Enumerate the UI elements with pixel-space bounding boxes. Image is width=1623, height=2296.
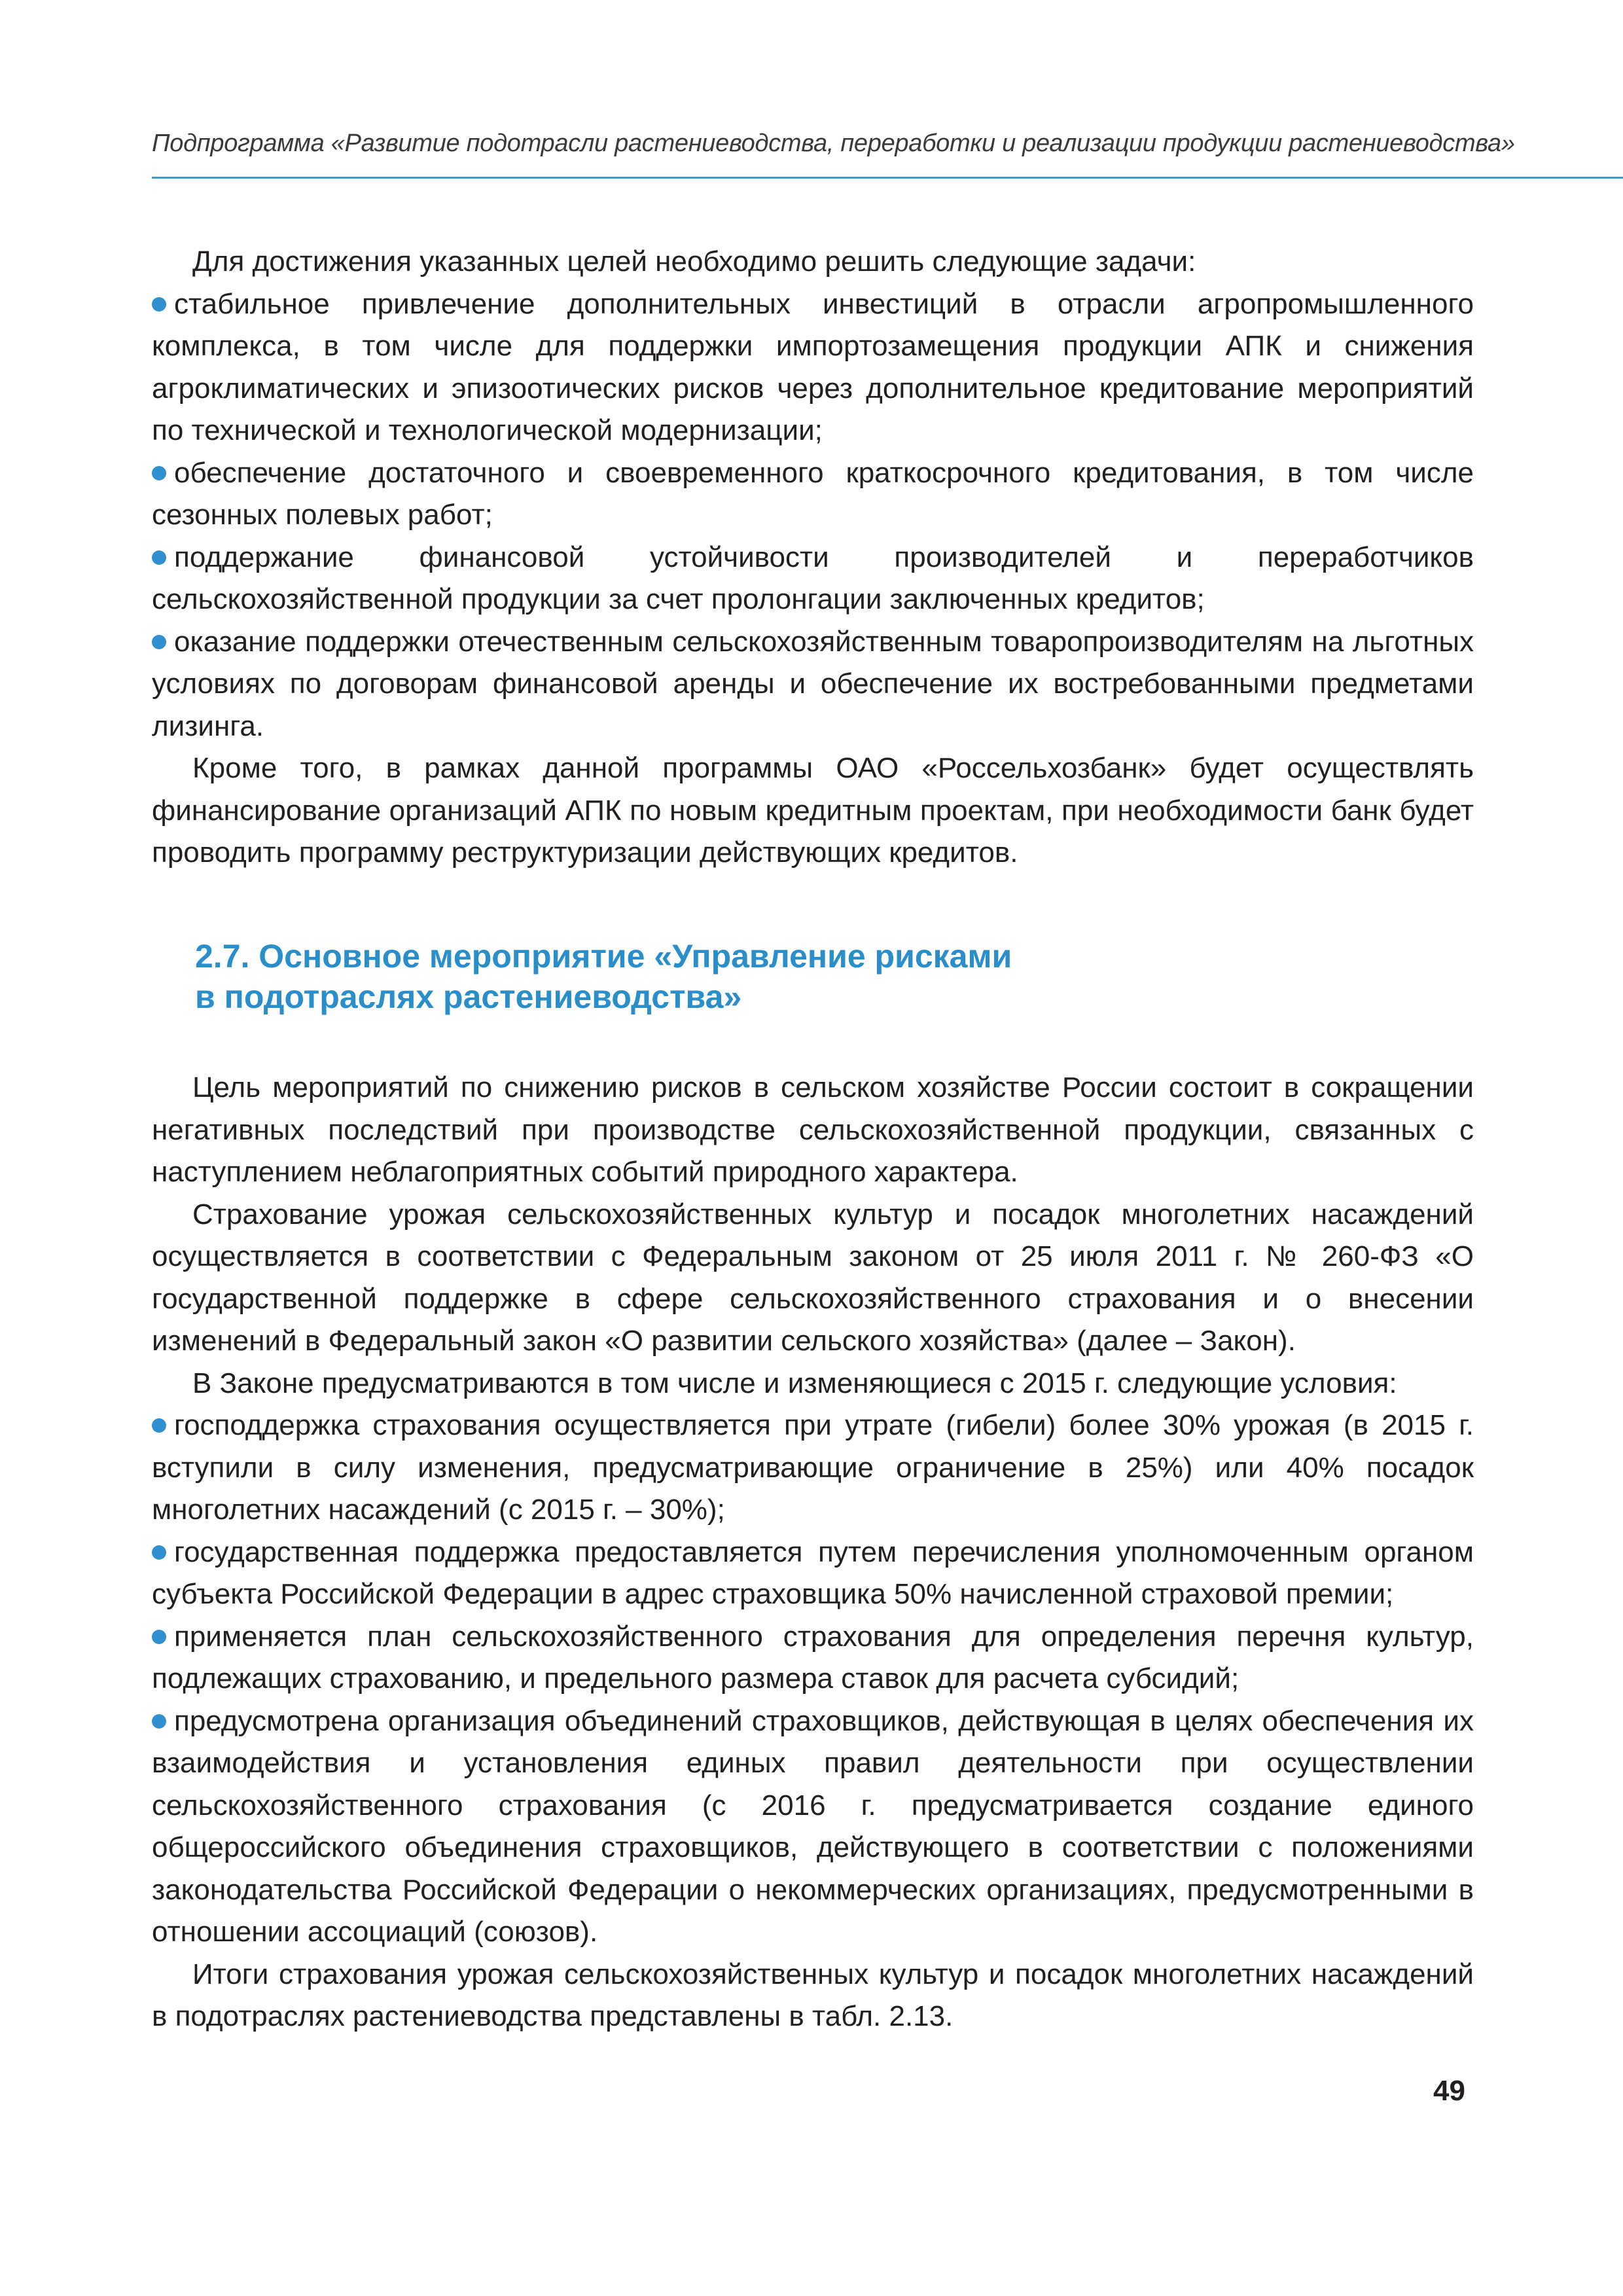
bullet-dot-icon bbox=[152, 1418, 166, 1433]
intro-bullet-1 bbox=[152, 283, 1474, 452]
intro-bullet-3 bbox=[152, 537, 1474, 621]
intro-closing: Кроме того, в рамках данной программы ОАО «Россельхозбанк» будет осуществлять финансирование организаций АПК по новым кредитным проектам, при необходимости банк будет проводить программу реструктуризации действующих кредитов. bbox=[152, 752, 1474, 869]
section-paragraph-4: Итоги страхования урожая сельскохозяйственных культур и посадок многолетних насаждений в подотраслях растениеводства представлены в табл. 2.13. bbox=[152, 1958, 1474, 2032]
header-divider bbox=[152, 177, 1623, 179]
bullet-text: оказание поддержки отечественным сельскохозяйственным товаропроизводителям на льготных условиях по договорам финансовой аренды и обеспечение их востребованными предметами лизинга. bbox=[152, 625, 1474, 742]
intro-block bbox=[152, 241, 1474, 874]
bullet-dot-icon bbox=[152, 635, 166, 649]
bullet-dot-icon bbox=[152, 297, 166, 312]
section-bullet-2 bbox=[152, 1532, 1474, 1616]
section-heading-line-2: в подотраслях растениеводства» bbox=[195, 978, 742, 1015]
intro-bullet-4 bbox=[152, 621, 1474, 748]
section-paragraph-2: Страхование урожая сельскохозяйственных культур и посадок многолетних насаждений осуществляется в соответствии с Федеральным законом от 25 июля 2011 г. № 260-ФЗ «О государственной поддержке в сфере сельскохозяйственного страхования и о внесении изменений в Федеральный закон «О развитии сельского хозяйства» (далее – Закон). bbox=[152, 1198, 1474, 1357]
section-heading bbox=[195, 936, 1308, 1017]
section-bullet-1 bbox=[152, 1405, 1474, 1532]
bullet-dot-icon bbox=[152, 1714, 166, 1729]
running-header: Подпрограмма «Развитие подотрасли растениеводства, переработки и реализации продукции растениеводства» bbox=[152, 130, 1515, 157]
bullet-text: поддержание финансовой устойчивости производителей и переработчиков сельскохозяйственной продукции за счет пролонгации заключенных кредитов; bbox=[152, 541, 1474, 615]
intro-lead: Для достижения указанных целей необходимо решить следующие задачи: bbox=[192, 245, 1196, 278]
bullet-text: стабильное привлечение дополнительных инвестиций в отрасли агропромышленного комплекса, в том числе для поддержки импортозамещения продукции АПК и снижения агроклиматических и эпизоотических рисков через дополнительное кредитование мероприятий по технической и технологической модернизации; bbox=[152, 287, 1474, 446]
page-number: 49 bbox=[1433, 2075, 1465, 2107]
section-paragraph-1: Цель мероприятий по снижению рисков в сельском хозяйстве России состоит в сокращении негативных последствий при производстве сельскохозяйственной продукции, связанных с наступлением неблагоприятных событий природного характера. bbox=[152, 1071, 1474, 1188]
bullet-dot-icon bbox=[152, 1630, 166, 1644]
section-bullet-3 bbox=[152, 1616, 1474, 1700]
bullet-dot-icon bbox=[152, 466, 166, 480]
bullet-text: господдержка страхования осуществляется при утрате (гибели) более 30% урожая (в 2015 г. вступили в силу изменения, предусматривающие ограничение в 25%) или 40% посадок многолетних насаждений (с 2015 г. – 30%); bbox=[152, 1409, 1474, 1526]
bullet-text: предусмотрена организация объединений страховщиков, действующая в целях обеспечения их взаимодействия и установления единых правил деятельности при осуществлении сельскохозяйственного страхования (с 2016 г. предусматривается создание единого общероссийского объединения страховщиков, действующего в соответствии с положениями законодательства Российской Федерации о некоммерческих организациях, предусмотренными в отношении ассоциаций (союзов). bbox=[152, 1704, 1474, 1948]
section-bullet-4 bbox=[152, 1700, 1474, 1954]
bullet-text: обеспечение достаточного и своевременного краткосрочного кредитования, в том числе сезонных полевых работ; bbox=[152, 456, 1474, 531]
bullet-dot-icon bbox=[152, 1545, 166, 1560]
bullet-text: применяется план сельскохозяйственного страхования для определения перечня культур, подлежащих страхованию, и предельного размера ставок для расчета субсидий; bbox=[152, 1620, 1474, 1695]
bullet-dot-icon bbox=[152, 550, 166, 565]
intro-bullet-2 bbox=[152, 452, 1474, 537]
bullet-text: государственная поддержка предоставляется путем перечисления уполномоченным органом субъекта Российской Федерации в адрес страховщика 50% начисленной страховой премии; bbox=[152, 1535, 1474, 1610]
section-paragraph-3: В Законе предусматриваются в том числе и изменяющиеся с 2015 г. следующие условия: bbox=[192, 1367, 1397, 1399]
section-body bbox=[152, 1067, 1474, 2038]
section-heading-line-1: 2.7. Основное мероприятие «Управление рисками bbox=[195, 938, 1012, 975]
